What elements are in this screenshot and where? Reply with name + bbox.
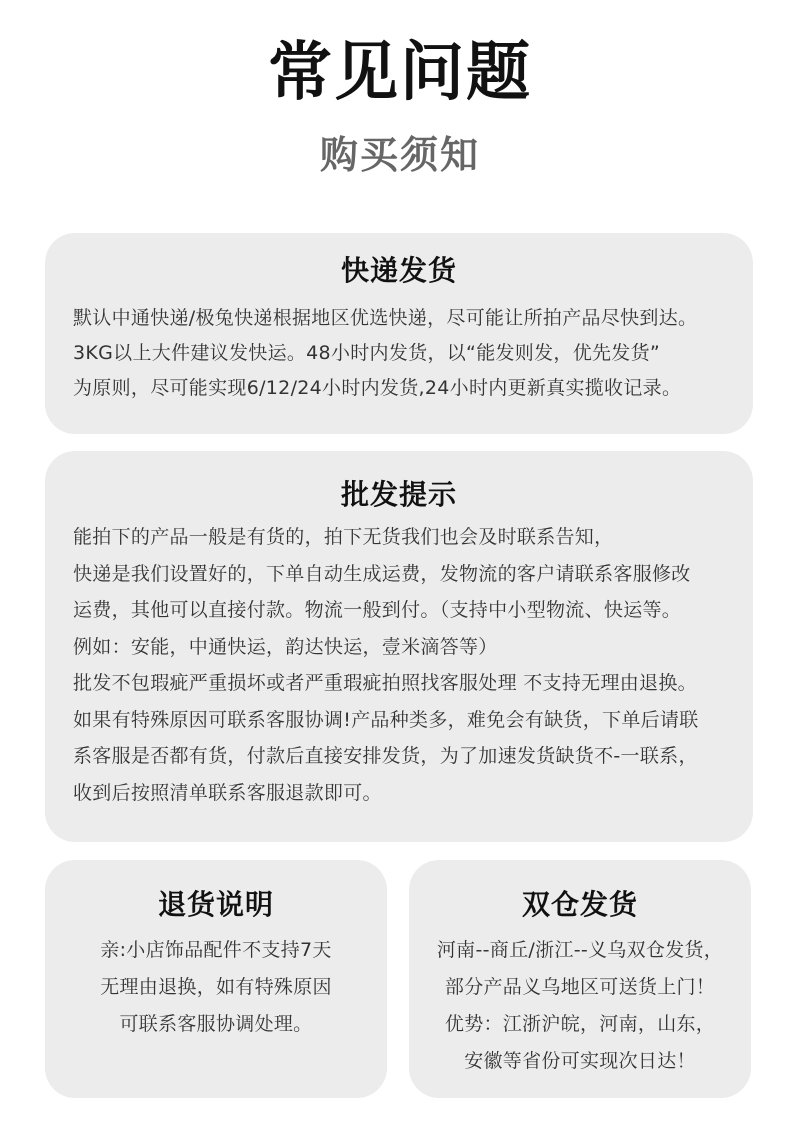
wholesale-text-line: 快递是我们设置好的，下单自动生成运费，发物流的客户请联系客服修改 xyxy=(73,562,691,585)
wholesale-card-title: 批发提示 xyxy=(340,478,457,511)
dual-warehouse-card xyxy=(409,860,751,1098)
returns-text-line: 无理由退换，如有特殊原因 xyxy=(100,976,332,998)
returns-text-line: 亲:小店饰品配件不支持7天 xyxy=(100,939,332,961)
returns-card xyxy=(45,860,387,1098)
shipping-card-title: 快递发货 xyxy=(340,254,457,287)
wholesale-card xyxy=(45,451,753,842)
wholesale-text-line: 运费，其他可以直接付款。物流一般到付。（支持中小型物流、快运等。 xyxy=(73,599,682,621)
wholesale-text-line: 收到后按照清单联系客服退款即可。 xyxy=(73,781,382,804)
wholesale-card-body xyxy=(73,519,725,811)
dual-warehouse-text-line: 部分产品义乌地区可送货上门！ xyxy=(444,976,716,998)
wholesale-text-line: 系客服是否都有货，付款后直接安排发货，为了加速发货缺货不-一联系， xyxy=(73,745,698,767)
dual-warehouse-text-line: 安徽等省份可实现次日达！ xyxy=(464,1050,696,1072)
page-subtitle: 购买须知 xyxy=(319,133,480,177)
shipping-text-line: 3KG以上大件建议发快运。48小时内发货，以“能发则发，优先发货” xyxy=(73,342,661,364)
shipping-text-line: 为原则，尽可能实现6/12/24小时内发货,24小时内更新真实揽收记录。 xyxy=(73,377,682,399)
shipping-card-body xyxy=(73,301,725,406)
returns-text-line: 可联系客服协调处理。 xyxy=(119,1013,313,1035)
shipping-card xyxy=(45,233,753,434)
dual-warehouse-card-title: 双仓发货 xyxy=(521,888,638,921)
wholesale-text-line: 批发不包瑕疵严重损坏或者严重瑕疵拍照找客服处理 不支持无理由退换。 xyxy=(73,672,697,694)
wholesale-text-line: 例如：安能，中通快运，韵达快运，壹米滴答等） xyxy=(73,635,498,658)
dual-warehouse-text-line: 优势：江浙沪皖，河南，山东， xyxy=(444,1013,716,1035)
dual-warehouse-card-body xyxy=(415,932,745,1080)
returns-card-title: 退货说明 xyxy=(157,888,274,921)
wholesale-text-line: 能拍下的产品一般是有货的，拍下无货我们也会及时联系告知， xyxy=(73,526,614,548)
page-title: 常见问题 xyxy=(268,36,532,110)
wholesale-text-line: 如果有特殊原因可联系客服协调!产品种类多，难免会有缺货，下单后请联 xyxy=(73,708,699,731)
shipping-text-line: 默认中通快递/极兔快递根据地区优选快递，尽可能让所拍产品尽快到达。 xyxy=(73,307,698,329)
dual-warehouse-text-line: 河南--商丘/浙江--义乌双仓发货， xyxy=(436,939,724,961)
returns-card-body xyxy=(55,932,377,1043)
